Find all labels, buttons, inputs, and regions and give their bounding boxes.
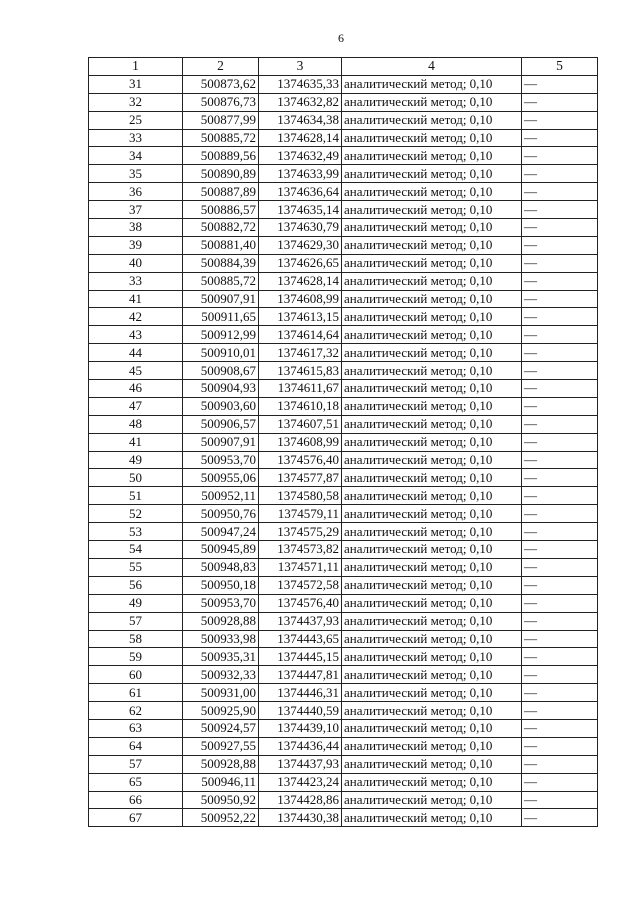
table-header	[89, 58, 598, 76]
cell-method-accuracy: аналитический метод; 0,10	[342, 326, 522, 344]
cell-method-accuracy: аналитический метод; 0,10	[342, 219, 522, 237]
cell-y-coordinate: 1374635,33	[259, 75, 342, 93]
cell-y-coordinate: 1374608,99	[259, 433, 342, 451]
cell-x-coordinate: 500933,98	[183, 630, 259, 648]
cell-description: —	[522, 469, 598, 487]
cell-x-coordinate: 500945,89	[183, 541, 259, 559]
cell-x-coordinate: 500948,83	[183, 558, 259, 576]
cell-point-number: 54	[89, 541, 183, 559]
cell-description: —	[522, 362, 598, 380]
cell-description: —	[522, 344, 598, 362]
cell-x-coordinate: 500884,39	[183, 254, 259, 272]
cell-description: —	[522, 219, 598, 237]
cell-x-coordinate: 500950,76	[183, 505, 259, 523]
cell-y-coordinate: 1374437,93	[259, 755, 342, 773]
cell-point-number: 61	[89, 684, 183, 702]
cell-point-number: 56	[89, 576, 183, 594]
cell-x-coordinate: 500873,62	[183, 75, 259, 93]
cell-method-accuracy: аналитический метод; 0,10	[342, 719, 522, 737]
cell-x-coordinate: 500927,55	[183, 737, 259, 755]
cell-description: —	[522, 111, 598, 129]
cell-method-accuracy: аналитический метод; 0,10	[342, 254, 522, 272]
table-row	[89, 773, 598, 791]
cell-x-coordinate: 500881,40	[183, 236, 259, 254]
cell-description: —	[522, 684, 598, 702]
cell-point-number: 57	[89, 755, 183, 773]
cell-method-accuracy: аналитический метод; 0,10	[342, 147, 522, 165]
cell-description: —	[522, 487, 598, 505]
cell-x-coordinate: 500890,89	[183, 165, 259, 183]
cell-description: —	[522, 433, 598, 451]
cell-x-coordinate: 500911,65	[183, 308, 259, 326]
cell-description: —	[522, 165, 598, 183]
cell-y-coordinate: 1374572,58	[259, 576, 342, 594]
cell-point-number: 43	[89, 326, 183, 344]
cell-method-accuracy: аналитический метод; 0,10	[342, 541, 522, 559]
table-row	[89, 558, 598, 576]
cell-method-accuracy: аналитический метод; 0,10	[342, 380, 522, 398]
cell-x-coordinate: 500955,06	[183, 469, 259, 487]
cell-y-coordinate: 1374634,38	[259, 111, 342, 129]
cell-point-number: 46	[89, 380, 183, 398]
cell-description: —	[522, 201, 598, 219]
cell-description: —	[522, 648, 598, 666]
table-row	[89, 684, 598, 702]
table-row	[89, 433, 598, 451]
cell-description: —	[522, 380, 598, 398]
cell-y-coordinate: 1374608,99	[259, 290, 342, 308]
cell-x-coordinate: 500928,88	[183, 755, 259, 773]
table-body	[89, 75, 598, 826]
cell-y-coordinate: 1374633,99	[259, 165, 342, 183]
cell-point-number: 42	[89, 308, 183, 326]
cell-point-number: 47	[89, 397, 183, 415]
cell-y-coordinate: 1374607,51	[259, 415, 342, 433]
cell-method-accuracy: аналитический метод; 0,10	[342, 755, 522, 773]
cell-description: —	[522, 75, 598, 93]
cell-x-coordinate: 500935,31	[183, 648, 259, 666]
cell-method-accuracy: аналитический метод; 0,10	[342, 702, 522, 720]
cell-description: —	[522, 451, 598, 469]
cell-method-accuracy: аналитический метод; 0,10	[342, 666, 522, 684]
cell-description: —	[522, 523, 598, 541]
cell-y-coordinate: 1374445,15	[259, 648, 342, 666]
table-row	[89, 326, 598, 344]
cell-x-coordinate: 500906,57	[183, 415, 259, 433]
cell-method-accuracy: аналитический метод; 0,10	[342, 809, 522, 827]
table-row	[89, 219, 598, 237]
cell-description: —	[522, 612, 598, 630]
cell-point-number: 58	[89, 630, 183, 648]
header-description: 5	[522, 58, 598, 76]
cell-description: —	[522, 809, 598, 827]
header-x-coordinate: 2	[183, 58, 259, 76]
cell-method-accuracy: аналитический метод; 0,10	[342, 612, 522, 630]
cell-point-number: 48	[89, 415, 183, 433]
cell-point-number: 45	[89, 362, 183, 380]
cell-method-accuracy: аналитический метод; 0,10	[342, 576, 522, 594]
cell-point-number: 31	[89, 75, 183, 93]
cell-method-accuracy: аналитический метод; 0,10	[342, 290, 522, 308]
table-row	[89, 594, 598, 612]
cell-description: —	[522, 594, 598, 612]
cell-y-coordinate: 1374615,83	[259, 362, 342, 380]
cell-y-coordinate: 1374628,14	[259, 272, 342, 290]
table-row	[89, 201, 598, 219]
table-row	[89, 129, 598, 147]
cell-description: —	[522, 505, 598, 523]
cell-method-accuracy: аналитический метод; 0,10	[342, 397, 522, 415]
cell-x-coordinate: 500907,91	[183, 290, 259, 308]
cell-point-number: 33	[89, 129, 183, 147]
cell-x-coordinate: 500932,33	[183, 666, 259, 684]
cell-method-accuracy: аналитический метод; 0,10	[342, 129, 522, 147]
cell-point-number: 41	[89, 290, 183, 308]
cell-description: —	[522, 290, 598, 308]
cell-description: —	[522, 254, 598, 272]
cell-y-coordinate: 1374577,87	[259, 469, 342, 487]
cell-point-number: 52	[89, 505, 183, 523]
cell-point-number: 64	[89, 737, 183, 755]
table-row	[89, 630, 598, 648]
cell-method-accuracy: аналитический метод; 0,10	[342, 433, 522, 451]
cell-x-coordinate: 500952,11	[183, 487, 259, 505]
cell-point-number: 36	[89, 183, 183, 201]
cell-description: —	[522, 129, 598, 147]
table-row	[89, 272, 598, 290]
cell-x-coordinate: 500886,57	[183, 201, 259, 219]
cell-y-coordinate: 1374443,65	[259, 630, 342, 648]
cell-y-coordinate: 1374636,64	[259, 183, 342, 201]
cell-description: —	[522, 326, 598, 344]
table-row	[89, 93, 598, 111]
table-row	[89, 809, 598, 827]
cell-description: —	[522, 93, 598, 111]
cell-description: —	[522, 755, 598, 773]
cell-point-number: 51	[89, 487, 183, 505]
cell-method-accuracy: аналитический метод; 0,10	[342, 791, 522, 809]
cell-point-number: 49	[89, 451, 183, 469]
cell-description: —	[522, 576, 598, 594]
cell-y-coordinate: 1374635,14	[259, 201, 342, 219]
cell-y-coordinate: 1374447,81	[259, 666, 342, 684]
cell-x-coordinate: 500908,67	[183, 362, 259, 380]
table-row	[89, 719, 598, 737]
cell-x-coordinate: 500947,24	[183, 523, 259, 541]
header-point-number: 1	[89, 58, 183, 76]
table-row	[89, 451, 598, 469]
table-row	[89, 147, 598, 165]
cell-method-accuracy: аналитический метод; 0,10	[342, 487, 522, 505]
cell-description: —	[522, 702, 598, 720]
cell-x-coordinate: 500887,89	[183, 183, 259, 201]
cell-method-accuracy: аналитический метод; 0,10	[342, 75, 522, 93]
table-row	[89, 648, 598, 666]
cell-description: —	[522, 397, 598, 415]
cell-y-coordinate: 1374579,11	[259, 505, 342, 523]
table-row	[89, 576, 598, 594]
cell-y-coordinate: 1374436,44	[259, 737, 342, 755]
header-y-coordinate: 3	[259, 58, 342, 76]
cell-method-accuracy: аналитический метод; 0,10	[342, 648, 522, 666]
cell-method-accuracy: аналитический метод; 0,10	[342, 594, 522, 612]
cell-point-number: 33	[89, 272, 183, 290]
cell-y-coordinate: 1374630,79	[259, 219, 342, 237]
table-row	[89, 612, 598, 630]
cell-y-coordinate: 1374439,10	[259, 719, 342, 737]
cell-point-number: 40	[89, 254, 183, 272]
cell-x-coordinate: 500952,22	[183, 809, 259, 827]
table-row	[89, 487, 598, 505]
cell-x-coordinate: 500946,11	[183, 773, 259, 791]
cell-method-accuracy: аналитический метод; 0,10	[342, 362, 522, 380]
cell-description: —	[522, 791, 598, 809]
cell-description: —	[522, 183, 598, 201]
cell-description: —	[522, 147, 598, 165]
cell-point-number: 37	[89, 201, 183, 219]
cell-method-accuracy: аналитический метод; 0,10	[342, 737, 522, 755]
table-row	[89, 111, 598, 129]
cell-x-coordinate: 500877,99	[183, 111, 259, 129]
cell-y-coordinate: 1374571,11	[259, 558, 342, 576]
cell-y-coordinate: 1374628,14	[259, 129, 342, 147]
table-row	[89, 702, 598, 720]
table-row	[89, 505, 598, 523]
cell-y-coordinate: 1374617,32	[259, 344, 342, 362]
cell-y-coordinate: 1374613,15	[259, 308, 342, 326]
cell-point-number: 63	[89, 719, 183, 737]
cell-y-coordinate: 1374626,65	[259, 254, 342, 272]
cell-y-coordinate: 1374573,82	[259, 541, 342, 559]
cell-point-number: 25	[89, 111, 183, 129]
table-row	[89, 791, 598, 809]
table-row	[89, 415, 598, 433]
cell-y-coordinate: 1374576,40	[259, 451, 342, 469]
cell-y-coordinate: 1374632,49	[259, 147, 342, 165]
cell-method-accuracy: аналитический метод; 0,10	[342, 183, 522, 201]
cell-x-coordinate: 500912,99	[183, 326, 259, 344]
cell-point-number: 39	[89, 236, 183, 254]
cell-x-coordinate: 500885,72	[183, 272, 259, 290]
cell-x-coordinate: 500910,01	[183, 344, 259, 362]
table-row	[89, 75, 598, 93]
cell-description: —	[522, 308, 598, 326]
cell-point-number: 44	[89, 344, 183, 362]
table-row	[89, 165, 598, 183]
cell-method-accuracy: аналитический метод; 0,10	[342, 201, 522, 219]
cell-method-accuracy: аналитический метод; 0,10	[342, 451, 522, 469]
cell-description: —	[522, 558, 598, 576]
cell-description: —	[522, 236, 598, 254]
cell-method-accuracy: аналитический метод; 0,10	[342, 505, 522, 523]
table-row	[89, 397, 598, 415]
cell-y-coordinate: 1374580,58	[259, 487, 342, 505]
table-row	[89, 523, 598, 541]
table-row	[89, 362, 598, 380]
cell-y-coordinate: 1374614,64	[259, 326, 342, 344]
table-row	[89, 469, 598, 487]
cell-point-number: 57	[89, 612, 183, 630]
table-row	[89, 666, 598, 684]
cell-y-coordinate: 1374610,18	[259, 397, 342, 415]
cell-method-accuracy: аналитический метод; 0,10	[342, 773, 522, 791]
table-row	[89, 183, 598, 201]
table-row	[89, 541, 598, 559]
header-method-accuracy: 4	[342, 58, 522, 76]
cell-x-coordinate: 500876,73	[183, 93, 259, 111]
cell-y-coordinate: 1374437,93	[259, 612, 342, 630]
cell-point-number: 55	[89, 558, 183, 576]
coordinates-table	[88, 57, 598, 827]
cell-method-accuracy: аналитический метод; 0,10	[342, 111, 522, 129]
cell-x-coordinate: 500903,60	[183, 397, 259, 415]
cell-description: —	[522, 415, 598, 433]
cell-description: —	[522, 541, 598, 559]
header-row	[89, 58, 598, 76]
cell-y-coordinate: 1374440,59	[259, 702, 342, 720]
cell-method-accuracy: аналитический метод; 0,10	[342, 272, 522, 290]
table-row	[89, 254, 598, 272]
cell-x-coordinate: 500925,90	[183, 702, 259, 720]
cell-point-number: 67	[89, 809, 183, 827]
cell-method-accuracy: аналитический метод; 0,10	[342, 558, 522, 576]
cell-x-coordinate: 500924,57	[183, 719, 259, 737]
cell-x-coordinate: 500950,92	[183, 791, 259, 809]
cell-point-number: 35	[89, 165, 183, 183]
cell-x-coordinate: 500882,72	[183, 219, 259, 237]
table-row	[89, 290, 598, 308]
cell-y-coordinate: 1374629,30	[259, 236, 342, 254]
cell-method-accuracy: аналитический метод; 0,10	[342, 630, 522, 648]
table-row	[89, 755, 598, 773]
cell-x-coordinate: 500953,70	[183, 451, 259, 469]
cell-description: —	[522, 773, 598, 791]
cell-y-coordinate: 1374430,38	[259, 809, 342, 827]
table-row	[89, 308, 598, 326]
cell-y-coordinate: 1374446,31	[259, 684, 342, 702]
cell-description: —	[522, 719, 598, 737]
cell-x-coordinate: 500907,91	[183, 433, 259, 451]
cell-method-accuracy: аналитический метод; 0,10	[342, 684, 522, 702]
cell-method-accuracy: аналитический метод; 0,10	[342, 469, 522, 487]
cell-y-coordinate: 1374575,29	[259, 523, 342, 541]
cell-x-coordinate: 500953,70	[183, 594, 259, 612]
cell-method-accuracy: аналитический метод; 0,10	[342, 165, 522, 183]
cell-method-accuracy: аналитический метод; 0,10	[342, 344, 522, 362]
cell-method-accuracy: аналитический метод; 0,10	[342, 308, 522, 326]
cell-point-number: 53	[89, 523, 183, 541]
cell-y-coordinate: 1374632,82	[259, 93, 342, 111]
cell-method-accuracy: аналитический метод; 0,10	[342, 236, 522, 254]
cell-point-number: 50	[89, 469, 183, 487]
cell-x-coordinate: 500931,00	[183, 684, 259, 702]
page-number: 6	[338, 31, 344, 45]
cell-y-coordinate: 1374576,40	[259, 594, 342, 612]
cell-point-number: 49	[89, 594, 183, 612]
cell-y-coordinate: 1374423,24	[259, 773, 342, 791]
cell-point-number: 34	[89, 147, 183, 165]
cell-description: —	[522, 666, 598, 684]
cell-point-number: 60	[89, 666, 183, 684]
cell-description: —	[522, 737, 598, 755]
cell-x-coordinate: 500889,56	[183, 147, 259, 165]
table-row	[89, 380, 598, 398]
cell-point-number: 32	[89, 93, 183, 111]
cell-description: —	[522, 272, 598, 290]
table-row	[89, 737, 598, 755]
cell-point-number: 66	[89, 791, 183, 809]
cell-x-coordinate: 500928,88	[183, 612, 259, 630]
cell-description: —	[522, 630, 598, 648]
cell-x-coordinate: 500904,93	[183, 380, 259, 398]
cell-method-accuracy: аналитический метод; 0,10	[342, 523, 522, 541]
cell-point-number: 41	[89, 433, 183, 451]
cell-method-accuracy: аналитический метод; 0,10	[342, 415, 522, 433]
cell-y-coordinate: 1374428,86	[259, 791, 342, 809]
cell-x-coordinate: 500950,18	[183, 576, 259, 594]
cell-point-number: 62	[89, 702, 183, 720]
table-row	[89, 236, 598, 254]
cell-point-number: 59	[89, 648, 183, 666]
cell-method-accuracy: аналитический метод; 0,10	[342, 93, 522, 111]
cell-y-coordinate: 1374611,67	[259, 380, 342, 398]
cell-point-number: 38	[89, 219, 183, 237]
table-row	[89, 344, 598, 362]
cell-point-number: 65	[89, 773, 183, 791]
cell-x-coordinate: 500885,72	[183, 129, 259, 147]
